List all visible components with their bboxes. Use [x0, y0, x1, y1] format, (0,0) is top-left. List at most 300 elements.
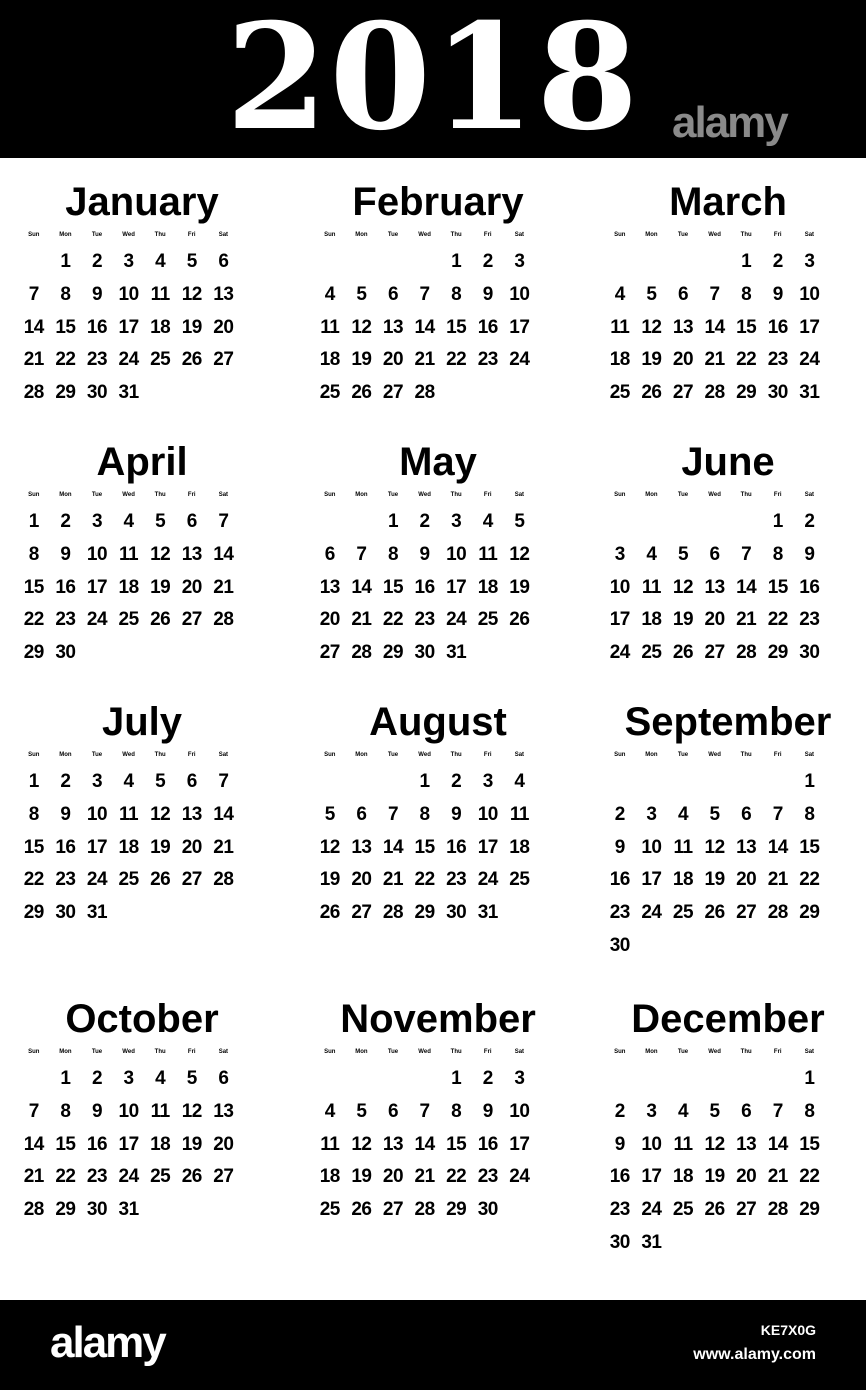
day-cell: 9 — [60, 803, 71, 825]
weekday-label: Mon — [645, 752, 658, 758]
weekday-label: Tue — [91, 1049, 103, 1055]
weekday-label: Mon — [355, 232, 368, 238]
day-cell — [409, 246, 441, 279]
day-cell: 30 — [609, 1231, 630, 1253]
day-cell: 24 — [86, 869, 108, 891]
week-row — [18, 799, 266, 832]
day-cell — [636, 506, 668, 539]
week-row — [314, 279, 562, 312]
day-cell: 20 — [351, 869, 372, 891]
day-cell: 31 — [118, 382, 139, 404]
day-cell: 5 — [709, 1100, 720, 1122]
day-cell: 1 — [28, 771, 39, 792]
day-cell: 25 — [672, 902, 694, 924]
day-cell: 2 — [419, 511, 430, 532]
weekday-label: Tue — [91, 752, 103, 758]
week-row — [314, 864, 562, 897]
weekday-label: Sat — [804, 492, 815, 498]
day-cell: 4 — [646, 543, 657, 565]
month-march — [604, 178, 852, 410]
weekday-label: Mon — [645, 232, 658, 238]
weekday-label: Fri — [187, 232, 196, 238]
day-cell: 15 — [23, 836, 44, 858]
day-cell: 8 — [60, 1100, 71, 1122]
day-cell: 9 — [772, 283, 783, 305]
day-cell: 29 — [382, 642, 404, 664]
day-cell: 28 — [767, 1199, 788, 1221]
day-cell — [176, 637, 208, 670]
day-cell: 18 — [150, 1133, 171, 1155]
day-cell: 1 — [387, 511, 399, 532]
weekday-label: Sun — [614, 1049, 626, 1055]
weeks — [604, 766, 852, 963]
day-cell: 3 — [646, 1100, 657, 1122]
day-cell — [667, 1227, 699, 1260]
week-row — [18, 1194, 266, 1227]
day-cell: 24 — [86, 609, 108, 631]
day-cell: 30 — [55, 902, 76, 924]
day-cell: 12 — [150, 543, 171, 565]
week-row — [18, 1161, 266, 1194]
day-cell: 23 — [767, 349, 788, 371]
weekday-header — [604, 1045, 852, 1059]
day-cell: 19 — [351, 1166, 372, 1188]
day-cell: 11 — [641, 576, 661, 598]
day-cell: 30 — [609, 934, 630, 956]
day-cell: 27 — [672, 382, 694, 404]
day-cell: 11 — [119, 543, 139, 565]
day-cell: 13 — [181, 803, 202, 825]
week-row — [18, 1063, 266, 1096]
day-cell: 24 — [641, 902, 662, 924]
day-cell: 17 — [509, 1133, 530, 1155]
week-row — [604, 1194, 852, 1227]
weekday-label: Sat — [514, 752, 525, 758]
day-cell: 8 — [804, 1100, 815, 1122]
day-cell: 19 — [704, 1166, 725, 1188]
day-cell: 1 — [804, 1068, 815, 1089]
day-cell: 4 — [155, 1068, 166, 1089]
day-cell: 19 — [181, 1133, 202, 1155]
day-cell: 14 — [213, 803, 234, 825]
day-cell: 7 — [218, 771, 229, 792]
weekday-label: Mon — [59, 752, 72, 758]
day-cell: 18 — [150, 316, 171, 338]
weekday-label: Thu — [450, 232, 462, 238]
day-cell: 26 — [351, 382, 372, 404]
day-cell: 25 — [319, 382, 340, 404]
day-cell — [81, 637, 113, 670]
day-cell: 18 — [672, 1166, 694, 1188]
week-row — [18, 604, 266, 637]
weekday-label: Wed — [708, 232, 721, 238]
day-cell — [730, 506, 762, 539]
day-cell: 28 — [23, 382, 44, 404]
day-cell: 12 — [181, 283, 202, 305]
week-row — [604, 377, 852, 410]
day-cell: 9 — [60, 543, 71, 565]
day-cell — [636, 766, 668, 799]
day-cell — [604, 506, 636, 539]
day-cell: 3 — [614, 543, 625, 565]
day-cell — [346, 1063, 378, 1096]
day-cell: 24 — [477, 869, 498, 891]
day-cell: 22 — [799, 869, 820, 891]
day-cell: 4 — [677, 1100, 689, 1122]
day-cell — [667, 1063, 699, 1096]
weekday-label: Fri — [773, 1049, 782, 1055]
weekday-label: Wed — [418, 752, 431, 758]
day-cell: 21 — [414, 1166, 435, 1188]
weekday-label: Sat — [804, 1049, 815, 1055]
day-cell: 3 — [123, 1068, 134, 1089]
weekday-label: Thu — [450, 492, 462, 498]
day-cell: 28 — [23, 1199, 44, 1221]
day-cell: 13 — [672, 316, 694, 338]
week-row — [604, 864, 852, 897]
day-cell: 1 — [60, 1068, 71, 1089]
weekday-label: Mon — [645, 1049, 658, 1055]
day-cell: 1 — [451, 1068, 462, 1089]
day-cell: 18 — [609, 349, 630, 371]
day-cell — [730, 1227, 762, 1260]
day-cell: 9 — [91, 283, 103, 305]
weeks — [18, 246, 266, 410]
day-cell: 16 — [55, 576, 76, 598]
footer-url: www.alamy.com — [693, 1346, 816, 1363]
day-cell: 15 — [414, 836, 435, 858]
week-row — [314, 1096, 562, 1129]
day-cell: 13 — [736, 1133, 757, 1155]
weekday-label: Tue — [91, 492, 103, 498]
day-cell: 20 — [736, 869, 757, 891]
day-cell — [730, 766, 762, 799]
day-cell — [176, 897, 208, 930]
weekday-label: Sat — [218, 232, 229, 238]
day-cell: 10 — [609, 576, 630, 598]
week-row — [314, 637, 562, 670]
weekday-label: Mon — [59, 232, 72, 238]
day-cell: 20 — [382, 1166, 404, 1188]
weekday-label: Thu — [154, 492, 166, 498]
day-cell: 29 — [55, 1199, 76, 1221]
day-cell: 30 — [414, 642, 435, 664]
day-cell — [314, 246, 346, 279]
day-cell — [346, 246, 378, 279]
day-cell: 13 — [213, 283, 234, 305]
week-row — [604, 637, 852, 670]
weekday-label: Thu — [154, 752, 166, 758]
day-cell: 2 — [60, 771, 71, 792]
day-cell: 2 — [614, 1100, 625, 1122]
weekday-label: Wed — [708, 752, 721, 758]
weekday-label: Sun — [614, 752, 626, 758]
day-cell — [504, 637, 536, 670]
day-cell: 29 — [55, 382, 76, 404]
day-cell: 17 — [86, 576, 108, 598]
day-cell: 5 — [677, 543, 689, 565]
weekday-header — [18, 228, 266, 242]
day-cell: 27 — [319, 642, 340, 664]
week-row — [604, 799, 852, 832]
weeks — [18, 506, 266, 670]
day-cell: 26 — [509, 609, 530, 631]
week-row — [314, 1129, 562, 1162]
day-cell: 28 — [767, 902, 788, 924]
day-cell: 13 — [181, 543, 202, 565]
day-cell: 16 — [477, 1133, 498, 1155]
day-cell: 30 — [477, 1199, 498, 1221]
day-cell: 26 — [672, 642, 694, 664]
weekday-label: Tue — [677, 232, 689, 238]
weekday-label: Fri — [187, 1049, 196, 1055]
day-cell: 20 — [736, 1166, 757, 1188]
day-cell — [667, 246, 699, 279]
day-cell — [377, 1063, 409, 1096]
watermark-logo: alamy — [672, 98, 787, 147]
day-cell — [699, 1063, 731, 1096]
day-cell — [762, 766, 794, 799]
day-cell: 16 — [609, 1166, 630, 1188]
weekday-header — [18, 488, 266, 502]
day-cell: 22 — [446, 349, 467, 371]
day-cell: 3 — [91, 511, 103, 532]
day-cell — [730, 1063, 762, 1096]
day-cell: 26 — [641, 382, 662, 404]
day-cell: 17 — [118, 1133, 139, 1155]
day-cell: 6 — [741, 803, 752, 825]
day-cell: 10 — [86, 803, 108, 825]
day-cell: 8 — [772, 543, 783, 565]
day-cell — [762, 930, 794, 963]
day-cell: 1 — [741, 251, 752, 272]
day-cell: 25 — [672, 1199, 694, 1221]
weekday-label: Tue — [677, 1049, 689, 1055]
weekday-label: Fri — [483, 752, 492, 758]
weekday-header — [314, 488, 562, 502]
weekday-label: Fri — [187, 492, 196, 498]
day-cell: 25 — [319, 1199, 340, 1221]
day-cell: 2 — [451, 771, 462, 792]
day-cell — [794, 1227, 826, 1260]
month-july — [18, 698, 266, 930]
day-cell: 15 — [23, 576, 44, 598]
day-cell — [730, 930, 762, 963]
weeks — [604, 246, 852, 410]
day-cell: 10 — [118, 283, 139, 305]
day-cell: 27 — [351, 902, 372, 924]
week-row — [604, 604, 852, 637]
month-title: February — [352, 180, 524, 224]
day-cell: 18 — [319, 349, 340, 371]
day-cell: 30 — [86, 1199, 108, 1221]
day-cell: 14 — [213, 543, 234, 565]
day-cell: 27 — [736, 1199, 757, 1221]
day-cell: 12 — [704, 836, 725, 858]
month-title: July — [101, 700, 183, 744]
month-february — [314, 178, 562, 410]
day-cell: 20 — [672, 349, 694, 371]
week-row — [18, 832, 266, 865]
day-cell: 16 — [767, 316, 788, 338]
week-row — [18, 637, 266, 670]
day-cell — [604, 766, 636, 799]
month-title: March — [669, 180, 787, 224]
day-cell: 29 — [23, 902, 44, 924]
day-cell: 6 — [356, 803, 367, 825]
day-cell: 18 — [118, 836, 139, 858]
weekday-label: Sun — [324, 752, 336, 758]
month-september — [604, 698, 852, 963]
day-cell — [208, 377, 240, 410]
day-cell: 1 — [772, 511, 783, 532]
day-cell: 30 — [55, 642, 76, 664]
day-cell — [794, 930, 826, 963]
day-cell: 5 — [709, 803, 720, 825]
weekday-label: Sat — [218, 752, 229, 758]
weekday-label: Sun — [324, 492, 336, 498]
day-cell: 12 — [351, 316, 372, 338]
day-cell: 26 — [150, 869, 171, 891]
weeks — [314, 1063, 562, 1227]
week-row — [604, 344, 852, 377]
day-cell: 29 — [799, 902, 820, 924]
day-cell: 17 — [799, 316, 820, 338]
day-cell: 10 — [799, 283, 820, 305]
weekday-label: Sun — [28, 752, 40, 758]
day-cell: 16 — [609, 869, 630, 891]
day-cell: 7 — [772, 803, 783, 825]
day-cell — [144, 377, 176, 410]
week-row — [18, 312, 266, 345]
week-row — [604, 930, 852, 963]
day-cell: 7 — [28, 1100, 39, 1122]
weekday-label: Thu — [450, 752, 462, 758]
day-cell: 27 — [382, 382, 404, 404]
day-cell: 21 — [414, 349, 435, 371]
week-row — [314, 766, 562, 799]
day-cell: 30 — [446, 902, 467, 924]
day-cell: 8 — [28, 543, 39, 565]
day-cell — [604, 246, 636, 279]
day-cell: 2 — [482, 1068, 493, 1089]
weekday-label: Sat — [218, 492, 229, 498]
day-cell: 11 — [509, 803, 529, 825]
week-row — [314, 539, 562, 572]
day-cell: 13 — [704, 576, 725, 598]
day-cell: 12 — [672, 576, 694, 598]
day-cell — [409, 1063, 441, 1096]
day-cell: 21 — [23, 1166, 44, 1188]
day-cell: 7 — [772, 1100, 783, 1122]
day-cell: 14 — [23, 316, 44, 338]
day-cell: 17 — [609, 609, 630, 631]
day-cell: 26 — [704, 1199, 725, 1221]
day-cell: 5 — [324, 803, 335, 825]
day-cell: 22 — [446, 1166, 467, 1188]
day-cell: 29 — [799, 1199, 820, 1221]
weeks — [18, 1063, 266, 1227]
day-cell: 22 — [55, 1166, 76, 1188]
day-cell: 6 — [186, 511, 197, 532]
day-cell: 21 — [767, 1166, 788, 1188]
day-cell: 23 — [86, 1166, 108, 1188]
day-cell — [604, 1063, 636, 1096]
day-cell: 7 — [419, 1100, 430, 1122]
day-cell: 8 — [741, 283, 752, 305]
day-cell: 8 — [419, 803, 430, 825]
day-cell — [667, 930, 699, 963]
week-row — [604, 832, 852, 865]
day-cell: 6 — [218, 251, 229, 272]
day-cell: 9 — [482, 283, 493, 305]
day-cell: 22 — [414, 869, 435, 891]
month-title: April — [96, 440, 188, 484]
day-cell: 28 — [414, 382, 435, 404]
day-cell: 11 — [610, 316, 630, 338]
week-row — [604, 572, 852, 605]
day-cell: 16 — [799, 576, 820, 598]
day-cell: 9 — [614, 836, 625, 858]
footer-image-id: KE7X0G — [760, 1322, 816, 1338]
weekday-label: Sat — [514, 232, 525, 238]
day-cell: 19 — [351, 349, 372, 371]
day-cell — [699, 506, 731, 539]
weekday-label: Wed — [122, 752, 135, 758]
week-row — [18, 377, 266, 410]
day-cell: 10 — [86, 543, 108, 565]
day-cell: 20 — [181, 836, 202, 858]
day-cell: 10 — [509, 1100, 530, 1122]
day-cell: 28 — [213, 869, 234, 891]
day-cell — [176, 377, 208, 410]
day-cell: 9 — [451, 803, 462, 825]
day-cell — [208, 1194, 240, 1227]
day-cell: 17 — [86, 836, 108, 858]
day-cell: 24 — [509, 1166, 530, 1188]
month-title: September — [624, 700, 832, 744]
day-cell — [667, 506, 699, 539]
day-cell: 27 — [704, 642, 725, 664]
week-row — [604, 1161, 852, 1194]
day-cell: 7 — [28, 283, 39, 305]
day-cell: 18 — [319, 1166, 340, 1188]
day-cell: 19 — [509, 576, 530, 598]
day-cell: 25 — [118, 869, 139, 891]
weekday-header — [314, 228, 562, 242]
day-cell: 8 — [804, 803, 815, 825]
week-row — [604, 897, 852, 930]
weekday-label: Sat — [804, 752, 815, 758]
day-cell: 25 — [150, 1166, 171, 1188]
day-cell: 9 — [91, 1100, 103, 1122]
day-cell: 12 — [704, 1133, 725, 1155]
weekday-header — [604, 488, 852, 502]
day-cell — [699, 930, 731, 963]
day-cell: 4 — [123, 771, 134, 792]
day-cell: 4 — [614, 283, 625, 305]
day-cell: 28 — [213, 609, 234, 631]
weekday-label: Sat — [514, 1049, 525, 1055]
day-cell: 11 — [150, 1100, 170, 1122]
day-cell: 4 — [324, 283, 335, 305]
day-cell: 1 — [804, 771, 815, 792]
week-row — [18, 1129, 266, 1162]
day-cell: 19 — [672, 609, 694, 631]
day-cell — [699, 1227, 731, 1260]
day-cell: 18 — [641, 609, 662, 631]
day-cell: 8 — [387, 543, 399, 565]
